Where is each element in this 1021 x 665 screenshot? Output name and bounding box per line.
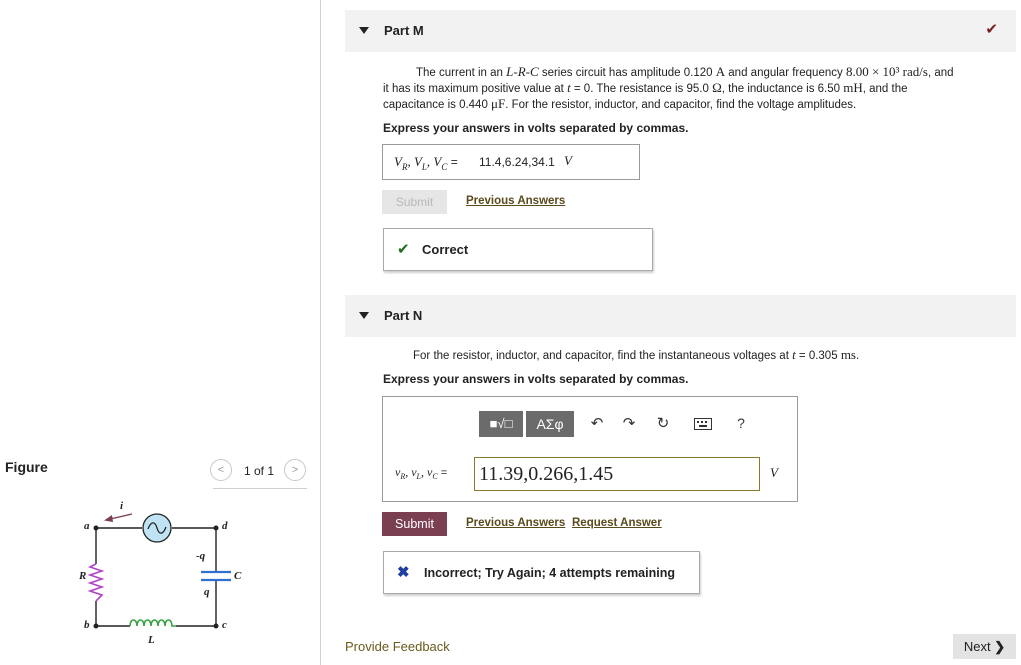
part-n-title: Part N bbox=[384, 308, 423, 323]
inductor-icon bbox=[130, 620, 176, 626]
part-n-answer-input[interactable] bbox=[474, 457, 760, 491]
figure-label: Figure bbox=[5, 459, 48, 475]
next-label: Next bbox=[963, 639, 991, 654]
request-answer-link[interactable]: Request Answer bbox=[572, 517, 662, 529]
part-n-feedback-incorrect bbox=[383, 551, 700, 594]
part-n-instruction: Express your answers in volts separated by commas. bbox=[383, 372, 689, 386]
undo-icon[interactable]: ↶ bbox=[590, 415, 604, 432]
pager-divider bbox=[213, 488, 307, 489]
completed-check-icon: ✔ bbox=[985, 21, 998, 38]
part-n-answer-editor[interactable] bbox=[382, 396, 798, 502]
greek-symbols-button[interactable]: ΑΣφ bbox=[526, 411, 574, 437]
part-m-answer-value: 11.4,6.24,34.1 bbox=[479, 155, 555, 169]
keyboard-icon[interactable] bbox=[693, 417, 713, 431]
help-button[interactable]: ? bbox=[737, 415, 745, 431]
part-m-header[interactable] bbox=[345, 10, 1016, 52]
node-d-dot bbox=[214, 526, 219, 531]
part-m-problem-line3: capacitance is 0.440 μF. For the resistor, inductor, and capacitor, find the voltage amplitudes. bbox=[383, 96, 857, 111]
part-m-previous-answers-link[interactable]: Previous Answers bbox=[466, 195, 566, 207]
incorrect-label: Incorrect; Try Again; 4 attempts remaining bbox=[424, 566, 675, 580]
part-n-answer-label: $v_R$, $v_L$, $v_C$ = bbox=[395, 465, 448, 482]
part-m-answer-unit: V bbox=[564, 153, 572, 168]
node-c-dot bbox=[214, 624, 219, 629]
correct-label: Correct bbox=[422, 242, 469, 257]
pager-prev-button[interactable]: < bbox=[210, 459, 232, 481]
collapse-caret-icon[interactable] bbox=[359, 27, 369, 34]
part-m-answer-label: $V_R$, $V_L$, $V_C$ = bbox=[394, 154, 458, 173]
part-m-title: Part M bbox=[384, 23, 424, 38]
node-b-label: b bbox=[84, 619, 90, 631]
part-n-header[interactable] bbox=[345, 295, 1016, 337]
part-m-feedback-correct bbox=[383, 228, 653, 271]
current-arrowhead-icon bbox=[104, 515, 113, 522]
inductor-label: L bbox=[148, 634, 155, 646]
node-b-dot bbox=[94, 624, 99, 629]
part-n-answer-unit: V bbox=[770, 465, 778, 480]
charge-neg-label: -q bbox=[196, 550, 206, 562]
node-a-label: a bbox=[84, 520, 90, 532]
reset-icon[interactable]: ↻ bbox=[656, 415, 670, 432]
redo-icon[interactable]: ↷ bbox=[622, 415, 636, 432]
pager-count: 1 of 1 bbox=[244, 464, 275, 478]
charge-pos-label: q bbox=[204, 586, 210, 598]
part-m-instruction: Express your answers in volts separated by commas. bbox=[383, 121, 689, 135]
math-toolbar bbox=[479, 411, 759, 441]
chevron-right-icon: ❯ bbox=[994, 639, 1006, 654]
provide-feedback-link[interactable]: Provide Feedback bbox=[345, 639, 450, 654]
part-n-submit-button[interactable]: Submit bbox=[382, 512, 447, 536]
capacitor-label: C bbox=[234, 570, 242, 582]
part-n-previous-answers-link[interactable]: Previous Answers bbox=[466, 517, 566, 529]
correct-check-icon: ✔ bbox=[397, 241, 410, 258]
part-n-problem: For the resistor, inductor, and capacitor, find the instantaneous voltages at t = 0.305 ms. bbox=[413, 347, 860, 362]
node-c-label: c bbox=[222, 619, 227, 631]
resistor-icon bbox=[90, 564, 102, 601]
collapse-caret-icon[interactable] bbox=[359, 312, 369, 319]
part-m-problem-line1: The current in an L-R-C series circuit has amplitude 0.120 A and angular frequency 8.00 × 10³ rad/s, and bbox=[416, 64, 954, 79]
part-m-problem-line2: it has its maximum positive value at t = 0. The resistance is 95.0 Ω, the inductance is 6.50 mH, and the bbox=[383, 80, 908, 95]
pager-next-button[interactable]: > bbox=[284, 459, 306, 481]
node-a-dot bbox=[94, 526, 99, 531]
templates-button[interactable]: ■√□ bbox=[479, 411, 523, 437]
part-m-answer-box[interactable] bbox=[382, 144, 640, 180]
current-label: i bbox=[120, 500, 124, 512]
incorrect-x-icon: ✖ bbox=[397, 564, 410, 581]
part-n-answer-value: 11.39,0.266,1.45 bbox=[479, 463, 614, 485]
next-button[interactable] bbox=[953, 634, 1016, 659]
node-d-label: d bbox=[222, 520, 228, 532]
part-m-submit-button[interactable]: Submit bbox=[382, 190, 447, 214]
panel-divider bbox=[320, 0, 321, 665]
resistor-label: R bbox=[79, 570, 87, 582]
